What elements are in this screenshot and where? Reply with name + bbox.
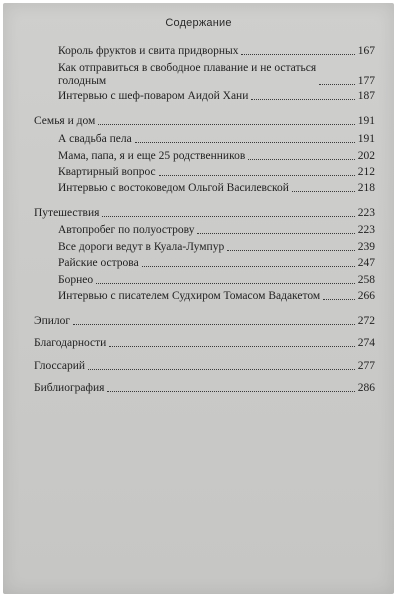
toc-leader-dots xyxy=(323,299,355,300)
toc-section-title: Библиография xyxy=(34,382,105,394)
toc-entry-title-line2: голодным xyxy=(58,75,107,87)
toc-entry xyxy=(58,274,375,287)
toc-entry-title: Интервью с шеф-поваром Аидой Хани xyxy=(58,90,249,102)
toc-entry-title: А свадьба пела xyxy=(58,133,132,145)
toc-entry-page: 187 xyxy=(357,90,375,102)
toc-entry-title: Борнео xyxy=(58,274,94,286)
toc-section-title: Эпилог xyxy=(34,315,71,327)
toc-leader-dots xyxy=(88,369,355,370)
toc-entry-page: 167 xyxy=(357,45,375,57)
toc-leader-dots xyxy=(251,99,354,100)
toc-leader-dots xyxy=(248,159,354,160)
toc-leader-dots xyxy=(102,216,354,217)
toc-entry xyxy=(58,290,375,303)
toc-leader-dots xyxy=(197,233,354,234)
toc-entry-title: Автопробег по полуострову xyxy=(58,224,195,236)
toc-entry-page: 239 xyxy=(357,241,375,253)
toc-leader-dots xyxy=(107,391,354,392)
toc-entry-page: 247 xyxy=(357,257,375,269)
toc-entry xyxy=(58,45,375,58)
toc-entry-page: 223 xyxy=(357,224,375,236)
toc-entry-title-line1: Как отправиться в свободное плавание и не остаться xyxy=(58,62,317,74)
toc-leader-dots xyxy=(98,124,354,125)
toc-entry-page: 191 xyxy=(357,133,375,145)
toc-entry xyxy=(58,241,375,254)
toc-leader-dots xyxy=(73,324,355,325)
toc-entry xyxy=(58,133,375,146)
toc-entry-page: 202 xyxy=(357,150,375,162)
toc-section xyxy=(34,360,375,373)
toc-entry-title: Интервью с писателем Судхиром Томасом Вадакетом xyxy=(58,290,321,302)
toc-section xyxy=(34,315,375,328)
toc-entry-page: 218 xyxy=(357,182,375,194)
toc-section-title: Благодарности xyxy=(34,337,107,349)
toc-section xyxy=(34,115,375,128)
toc-section-title: Семья и дом xyxy=(34,115,96,127)
table-of-contents xyxy=(3,3,394,594)
toc-entry-title: Все дороги ведут в Куала-Лумпур xyxy=(58,241,225,253)
toc-entry xyxy=(58,182,375,195)
toc-entry-title: Мама, папа, я и еще 25 родственников xyxy=(58,150,246,162)
toc-leader-dots xyxy=(319,84,355,85)
toc-entry-page: 266 xyxy=(357,290,375,302)
toc-section-title: Путешествия xyxy=(34,207,100,219)
toc-section-page: 274 xyxy=(357,337,375,349)
page-header: Содержание xyxy=(165,17,232,29)
toc-entry-title: Король фруктов и свита придворных xyxy=(58,45,239,57)
toc-entry-page: 212 xyxy=(357,166,375,178)
toc-entry xyxy=(58,150,375,163)
toc-section-page: 191 xyxy=(357,115,375,127)
toc-section-page: 223 xyxy=(357,207,375,219)
toc-entry-title: Интервью с востоковедом Ольгой Василевской xyxy=(58,182,289,194)
book-page xyxy=(3,3,394,594)
toc-entry-page: 177 xyxy=(357,75,375,87)
toc-section xyxy=(34,382,375,395)
toc-section-page: 286 xyxy=(357,382,375,394)
toc-leader-dots xyxy=(96,283,355,284)
toc-section xyxy=(34,337,375,350)
toc-entry xyxy=(58,166,375,179)
toc-leader-dots xyxy=(142,266,355,267)
toc-entry xyxy=(58,62,375,88)
toc-entry-title xyxy=(58,62,316,88)
toc-entry-page: 258 xyxy=(357,274,375,286)
toc-leader-dots xyxy=(241,54,354,55)
toc-section-title: Глоссарий xyxy=(34,360,86,372)
toc-entry-title: Райские острова xyxy=(58,257,139,269)
toc-leader-dots xyxy=(292,191,355,192)
toc-section-page: 277 xyxy=(357,360,375,372)
toc-leader-dots xyxy=(159,175,355,176)
toc-entry xyxy=(58,257,375,270)
toc-leader-dots xyxy=(109,346,354,347)
toc-leader-dots xyxy=(135,142,355,143)
toc-leader-dots xyxy=(227,250,355,251)
toc-entry xyxy=(58,90,375,103)
toc-section-page: 272 xyxy=(357,315,375,327)
toc-section xyxy=(34,207,375,220)
toc-entry-title: Квартирный вопрос xyxy=(58,166,156,178)
toc-entry xyxy=(58,224,375,237)
